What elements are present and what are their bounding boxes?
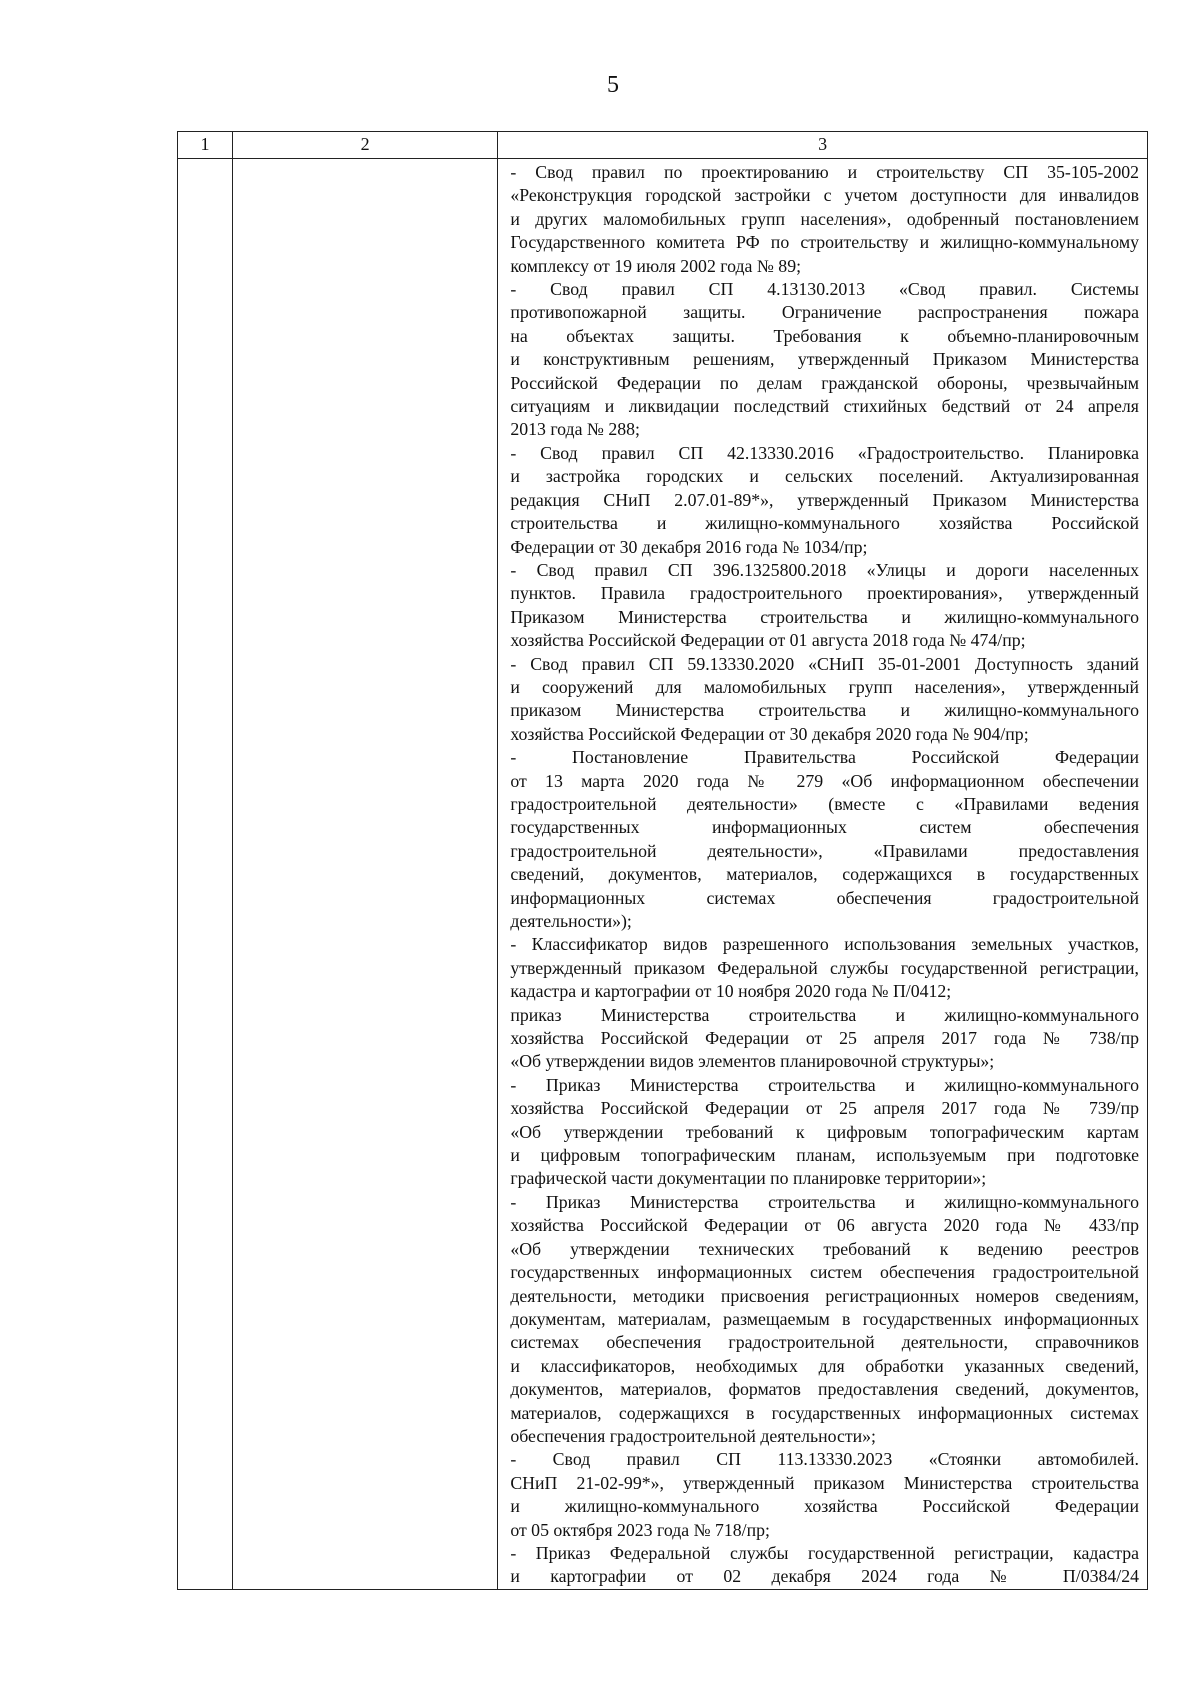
regulation-line: на объектах защиты. Требования к объемно-планировочным bbox=[510, 325, 1139, 346]
regulation-line: и застройка городских и сельских поселений. Актуализированная bbox=[510, 466, 1139, 487]
regulation-line: и классификаторов, необходимых для обработки указанных сведений, bbox=[510, 1355, 1139, 1376]
regulation-line-last: обеспечения градостроительной деятельности»; bbox=[510, 1425, 876, 1446]
regulation-line: деятельности, методики присвоения регистрационных номеров сведениям, bbox=[510, 1285, 1139, 1306]
regulation-line: государственных информационных систем обеспечения градостроительной bbox=[510, 1262, 1139, 1283]
regulation-line: хозяйства Российской Федерации от 25 апреля 2017 года № 739/пр bbox=[510, 1098, 1139, 1119]
regulation-line-last: графической части документации по планировке территории»; bbox=[510, 1168, 987, 1189]
regulation-line-last: комплексу от 19 июля 2002 года № 89; bbox=[510, 255, 802, 276]
regulation-line: хозяйства Российской Федерации от 25 апреля 2017 года № 738/пр bbox=[510, 1028, 1139, 1049]
regulation-line: и картографии от 02 декабря 2024 года № П/0384/24 bbox=[510, 1566, 1139, 1587]
regulation-line: «Реконструкция городской застройки с учетом доступности для инвалидов bbox=[510, 185, 1139, 206]
regulation-line: строительства и жилищно-коммунального хозяйства Российской bbox=[510, 513, 1139, 534]
regulation-line: - Свод правил СП 4.13130.2013 «Свод правил. Системы bbox=[510, 279, 1139, 300]
regulation-line-last: «Об утверждении видов элементов планировочной структуры»; bbox=[510, 1051, 995, 1072]
column-header-2: 2 bbox=[233, 132, 498, 159]
regulation-line: - Приказ Федеральной службы государственной регистрации, кадастра bbox=[510, 1542, 1139, 1563]
regulation-line: - Свод правил СП 59.13330.2020 «СНиП 35-01-2001 Доступность зданий bbox=[510, 653, 1139, 674]
regulation-line: СНиП 21-02-99*», утвержденный приказом Министерства строительства bbox=[510, 1472, 1139, 1493]
regulation-item bbox=[510, 161, 1139, 278]
regulation-line: информационных системах обеспечения градостроительной bbox=[510, 887, 1139, 908]
regulation-line-last: от 05 октября 2023 года № 718/пр; bbox=[510, 1519, 770, 1540]
regulation-line: градостроительной деятельности», «Правилами предоставления bbox=[510, 840, 1139, 861]
regulation-line-last: деятельности»); bbox=[510, 911, 632, 931]
column-2-cell bbox=[233, 159, 498, 1590]
column-header-1: 1 bbox=[178, 132, 233, 159]
regulation-line-last: кадастра и картографии от 10 ноября 2020 года № П/0412; bbox=[510, 981, 952, 1002]
regulation-line: и сооружений для маломобильных групп населения», утвержденный bbox=[510, 676, 1139, 697]
regulation-line: - Свод правил СП 396.1325800.2018 «Улицы и дороги населенных bbox=[510, 559, 1139, 580]
regulation-line: градостроительной деятельности» (вместе с «Правилами ведения bbox=[510, 793, 1139, 814]
regulation-line: - Постановление Правительства Российской Федерации bbox=[510, 747, 1139, 768]
regulation-line: системах обеспечения градостроительной деятельности, справочников bbox=[510, 1332, 1139, 1353]
regulation-item bbox=[510, 1191, 1139, 1448]
regulation-line: «Об утверждении технических требований к ведению реестров bbox=[510, 1238, 1139, 1259]
page-number: 5 bbox=[607, 72, 619, 98]
regulation-item bbox=[510, 1448, 1139, 1542]
table-header-row bbox=[178, 132, 1148, 159]
regulation-line: противопожарной защиты. Ограничение распространения пожара bbox=[510, 302, 1139, 323]
regulation-line: редакция СНиП 2.07.01-89*», утвержденный Приказом Министерства bbox=[510, 489, 1139, 510]
regulation-line-last: Федерации от 30 декабря 2016 года № 1034/пр; bbox=[510, 536, 868, 557]
regulation-line: ситуациям и ликвидации последствий стихийных бедствий от 24 апреля bbox=[510, 396, 1139, 417]
column-3-cell bbox=[498, 159, 1148, 1590]
regulation-line: и других маломобильных групп населения», одобренный постановлением bbox=[510, 208, 1139, 229]
regulation-line: - Классификатор видов разрешенного использования земельных участков, bbox=[510, 934, 1139, 955]
regulation-line: и жилищно-коммунального хозяйства Российской Федерации bbox=[510, 1496, 1139, 1517]
regulation-item bbox=[510, 442, 1139, 559]
regulation-line: документам, материалам, размещаемым в государственных информационных bbox=[510, 1308, 1139, 1329]
regulations-table bbox=[177, 131, 1148, 1590]
regulation-line: хозяйства Российской Федерации от 06 августа 2020 года № 433/пр bbox=[510, 1215, 1139, 1236]
regulation-line: и цифровым топографическим планам, используемым при подготовке bbox=[510, 1145, 1139, 1166]
regulation-line: от 13 марта 2020 года № 279 «Об информационном обеспечении bbox=[510, 770, 1139, 791]
regulation-line: - Свод правил по проектированию и строительству СП 35-105-2002 bbox=[510, 162, 1139, 182]
regulation-line: документов, материалов, форматов предоставления сведений, документов, bbox=[510, 1379, 1139, 1400]
regulation-item bbox=[510, 746, 1139, 933]
regulation-line: Российской Федерации по делам гражданской обороны, чрезвычайным bbox=[510, 372, 1139, 393]
regulation-line: утвержденный приказом Федеральной службы государственной регистрации, bbox=[510, 957, 1139, 978]
regulation-line: и конструктивным решениям, утвержденный Приказом Министерства bbox=[510, 349, 1139, 370]
regulations-list bbox=[510, 161, 1139, 1589]
regulation-line: - Приказ Министерства строительства и жилищно-коммунального bbox=[510, 1074, 1139, 1095]
regulation-line: - Свод правил СП 42.13330.2016 «Градостроительство. Планировка bbox=[510, 442, 1139, 463]
column-header-3: 3 bbox=[498, 132, 1148, 159]
regulation-line-last: хозяйства Российской Федерации от 01 августа 2018 года № 474/пр; bbox=[510, 630, 1026, 651]
regulation-line: сведений, документов, материалов, содержащихся в государственных bbox=[510, 864, 1139, 885]
regulation-line: приказом Министерства строительства и жилищно-коммунального bbox=[510, 700, 1139, 721]
regulation-item bbox=[510, 653, 1139, 747]
regulation-line-last: хозяйства Российской Федерации от 30 декабря 2020 года № 904/пр; bbox=[510, 723, 1029, 744]
regulation-item bbox=[510, 559, 1139, 653]
regulation-line: Приказом Министерства строительства и жилищно-коммунального bbox=[510, 606, 1139, 627]
regulation-line: «Об утверждении требований к цифровым топографическим картам bbox=[510, 1121, 1139, 1142]
regulation-item bbox=[510, 1004, 1139, 1074]
regulation-item bbox=[510, 1074, 1139, 1191]
regulation-line: - Приказ Министерства строительства и жилищно-коммунального bbox=[510, 1191, 1139, 1212]
regulation-item bbox=[510, 278, 1139, 442]
regulation-item bbox=[510, 1542, 1139, 1589]
regulation-line: пунктов. Правила градостроительного проектирования», утвержденный bbox=[510, 583, 1139, 604]
regulation-line-last: 2013 года № 288; bbox=[510, 419, 640, 440]
regulation-line: приказ Министерства строительства и жилищно-коммунального bbox=[510, 1004, 1139, 1025]
regulation-line: - Свод правил СП 113.13330.2023 «Стоянки автомобилей. bbox=[510, 1449, 1139, 1470]
regulation-line: материалов, содержащихся в государственных информационных системах bbox=[510, 1402, 1139, 1423]
column-1-cell bbox=[178, 159, 233, 1590]
regulation-line: Государственного комитета РФ по строительству и жилищно-коммунальному bbox=[510, 232, 1139, 253]
table-body-row bbox=[178, 159, 1148, 1590]
regulation-item bbox=[510, 933, 1139, 1003]
regulation-line: государственных информационных систем обеспечения bbox=[510, 817, 1139, 838]
